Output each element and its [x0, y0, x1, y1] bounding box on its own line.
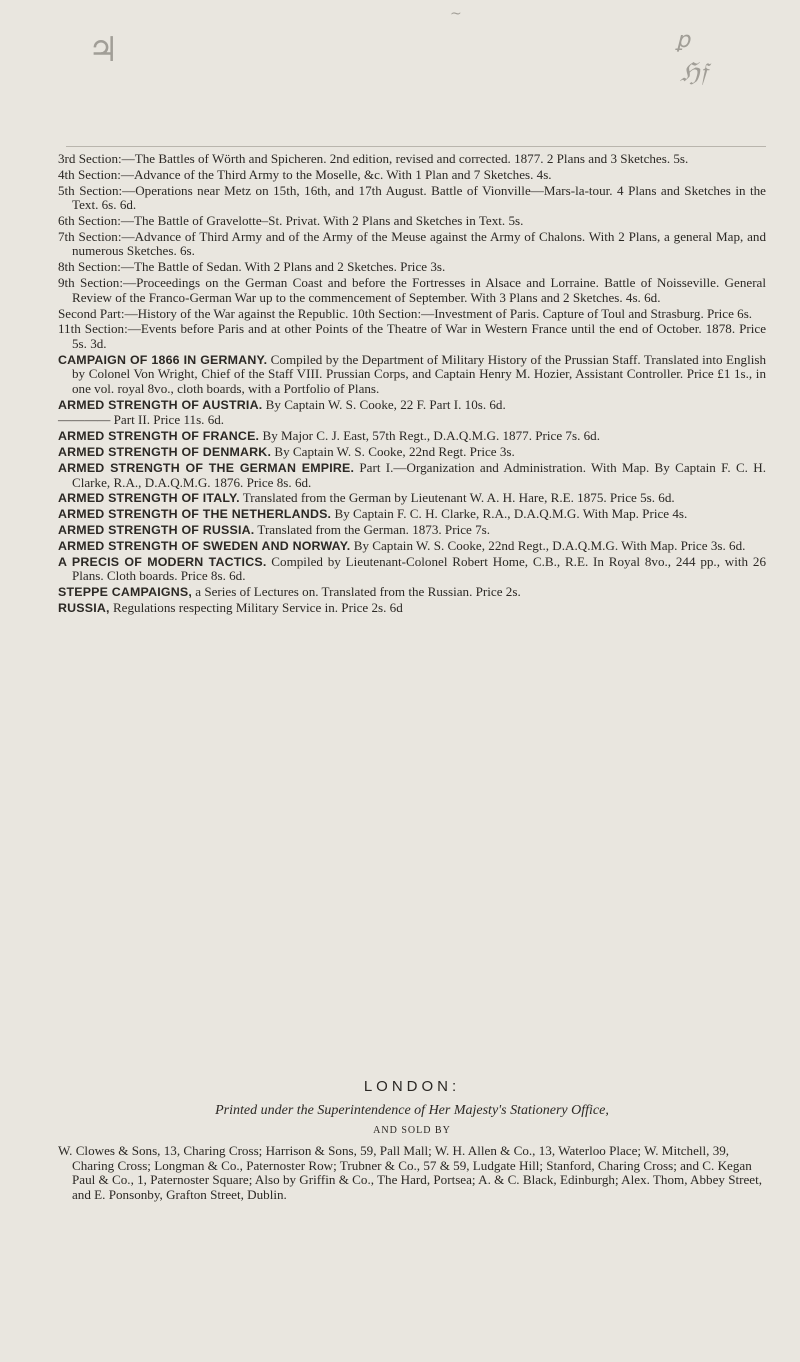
publication-text: Compiled by the Department of Military History of the Prussian Staff. Translated into English by Colonel Von Wright, Chief of the Staff VIII. Prussian Corps, and Captain Henry M. Hozier, Assistant Controller. Price £1 1s., in one vol. royal 8vo., cloth boards, with a Portfolio of Plans.: [72, 351, 766, 396]
section-lead: 9th Section:: [58, 275, 123, 291]
section-text: —Advance of Third Army and of the Army of the Meuse against the Army of Chalons. With 2 Plans, a general Map, and numerous Sketches. 6s.: [72, 229, 766, 259]
publication-title: STEPPE CAMPAIGNS,: [58, 585, 192, 600]
imprint-city: LONDON:: [363, 1078, 461, 1095]
publication-title: ARMED STRENGTH OF SWEDEN AND NORWAY.: [58, 539, 351, 554]
publication-text: Compiled by Lieutenant-Colonel Robert Home, C.B., R.E. In Royal 8vo., 244 pp., with 26 Plans. Cloth boards. Price 8s. 6d.: [72, 554, 766, 584]
section-lead: 8th Section:: [58, 259, 121, 275]
section-entry: [58, 260, 766, 274]
publication-entry: [58, 413, 766, 427]
publication-entry: [58, 398, 766, 412]
publication-entry: [58, 353, 766, 396]
publication-text: By Captain W. S. Cooke, 22nd Regt. Price 3s.: [271, 444, 515, 460]
publication-text: By Major C. J. East, 57th Regt., D.A.Q.M.G. 1877. Price 7s. 6d.: [259, 428, 600, 444]
section-text: —The Battle of Sedan. With 2 Plans and 2 Sketches. Price 3s.: [120, 259, 446, 275]
publication-entry: [58, 445, 766, 459]
section-entry: [58, 214, 766, 228]
publication-title: ARMED STRENGTH OF DENMARK.: [58, 445, 272, 460]
imprint-printed: Printed under the Superintendence of Her Majesty's Stationery Office,: [215, 1103, 609, 1118]
publication-title: ARMED STRENGTH OF ITALY.: [58, 491, 240, 506]
section-text: —Operations near Metz on 15th, 16th, and 17th August. Battle of Vionville—Mars-la-tour. 4 Plans and Sketches in the Text. 6s. 6d.: [72, 182, 766, 213]
section-entry: [58, 168, 766, 182]
publication-entry: [58, 507, 766, 521]
publication-entry: [58, 461, 766, 490]
handwritten-mark: ꝑ: [676, 28, 690, 53]
publication-text: Regulations respecting Military Service in. Price 2s. 6d: [109, 600, 403, 616]
section-lead: Second Part:: [58, 305, 125, 321]
section-lead: 3rd Section:: [58, 151, 122, 166]
publication-title: ARMED STRENGTH OF FRANCE.: [58, 429, 260, 444]
section-entry: [58, 230, 766, 259]
imprint-agents: [58, 1144, 766, 1202]
publication-text: Translated from the German by Lieutenant W. A. H. Hare, R.E. 1875. Price 5s. 6d.: [239, 490, 675, 506]
section-text: —Events before Paris and at other Points of the Theatre of War in Western France until the end of October. 1878. Price 5s. 3d.: [72, 321, 766, 351]
publication-entry: [58, 585, 766, 599]
section-text: —Proceedings on the German Coast and before the Fortresses in Alsace and Lorraine. Battle of Noisseville. General Review of the Franco-German War up to the commencement of September. With 3 Plans and 2 Sketches. 4s. 6d.: [72, 275, 766, 305]
section-lead: 5th Section:: [58, 182, 123, 198]
publication-text: ———— Part II. Price 11s. 6d.: [58, 412, 225, 428]
section-text: —Advance of the Third Army to the Moselle, &c. With 1 Plan and 7 Sketches. 4s.: [120, 166, 552, 182]
section-lead: 4th Section:: [58, 166, 121, 182]
section-entry: [58, 152, 766, 166]
section-entry: [58, 322, 766, 351]
publication-entry: [58, 429, 766, 443]
section-text: —The Battle of Gravelotte–St. Privat. With 2 Plans and Sketches in Text. 5s.: [120, 213, 524, 229]
publication-title: ARMED STRENGTH OF RUSSIA.: [58, 523, 255, 538]
publication-entry: [58, 555, 766, 584]
section-lead: 11th Section:: [58, 321, 128, 337]
top-rule: [66, 146, 766, 147]
section-text: —The Battles of Wörth and Spicheren. 2nd edition, revised and corrected. 1877. 2 Plans and 3 Sketches. 5s.: [121, 151, 689, 166]
publication-title: ARMED STRENGTH OF THE NETHERLANDS.: [58, 507, 332, 522]
section-entry: [58, 307, 766, 321]
publication-title: ARMED STRENGTH OF THE GERMAN EMPIRE.: [58, 461, 355, 476]
publication-entry: [58, 523, 766, 537]
publication-title: CAMPAIGN OF 1866 IN GERMANY.: [58, 352, 268, 367]
publication-text: a Series of Lectures on. Translated from the Russian. Price 2s.: [191, 584, 521, 600]
imprint-sold-by: AND SOLD BY: [373, 1125, 451, 1136]
section-lead: 7th Section:: [58, 229, 122, 245]
publication-title: RUSSIA,: [58, 601, 110, 616]
publication-entry: [58, 539, 766, 553]
publication-text: Part I.—Organization and Administration. With Map. By Captain F. C. H. Clarke, R.A., D.A.Q.M.G. 1876. Price 8s. 6d.: [72, 460, 766, 490]
publication-entry: [58, 491, 766, 505]
publication-text: By Captain W. S. Cooke, 22 F. Part I. 10s. 6d.: [262, 396, 506, 412]
publication-text: By Captain W. S. Cooke, 22nd Regt., D.A.Q.M.G. With Map. Price 3s. 6d.: [350, 538, 746, 554]
section-entry: [58, 276, 766, 305]
imprint: [58, 1060, 766, 1202]
catalogue-page: [58, 152, 766, 617]
publication-text: Translated from the German. 1873. Price 7s.: [254, 522, 491, 538]
publication-entry: [58, 601, 766, 615]
section-entry: [58, 184, 766, 213]
handwritten-mark: ~: [450, 6, 462, 22]
handwritten-mark: ℌ𝔣: [680, 58, 708, 88]
handwritten-mark: ♃: [88, 30, 119, 70]
publication-title: A PRECIS OF MODERN TACTICS.: [58, 555, 267, 570]
publication-entries: [58, 353, 766, 616]
publication-title: ARMED STRENGTH OF AUSTRIA.: [58, 397, 263, 412]
section-entries: [58, 152, 766, 351]
agents-list: W. Clowes & Sons, 13, Charing Cross; Harrison & Sons, 59, Pall Mall; W. H. Allen & Co., 13, Waterloo Place; W. Mitchell, 39, Charing Cross; Longman & Co., Paternoster Row; Trubner & Co., 57 & 59, Ludgate Hill; Stanford, Charing Cross; and C. Kegan Paul & Co., 1, Paternoster Square; Also by Griffin & Co., The Hard, Portsea; A. & C. Black, Edinburgh; Alex. Thom, Abbey Street, and E. Ponsonby, Grafton Street, Dublin.: [58, 1143, 763, 1202]
publication-text: By Captain F. C. H. Clarke, R.A., D.A.Q.M.G. With Map. Price 4s.: [331, 506, 688, 522]
section-text: —History of the War against the Republic. 10th Section:—Investment of Paris. Capture of Toul and Strasburg. Price 6s.: [124, 305, 753, 321]
section-lead: 6th Section:: [58, 213, 121, 229]
